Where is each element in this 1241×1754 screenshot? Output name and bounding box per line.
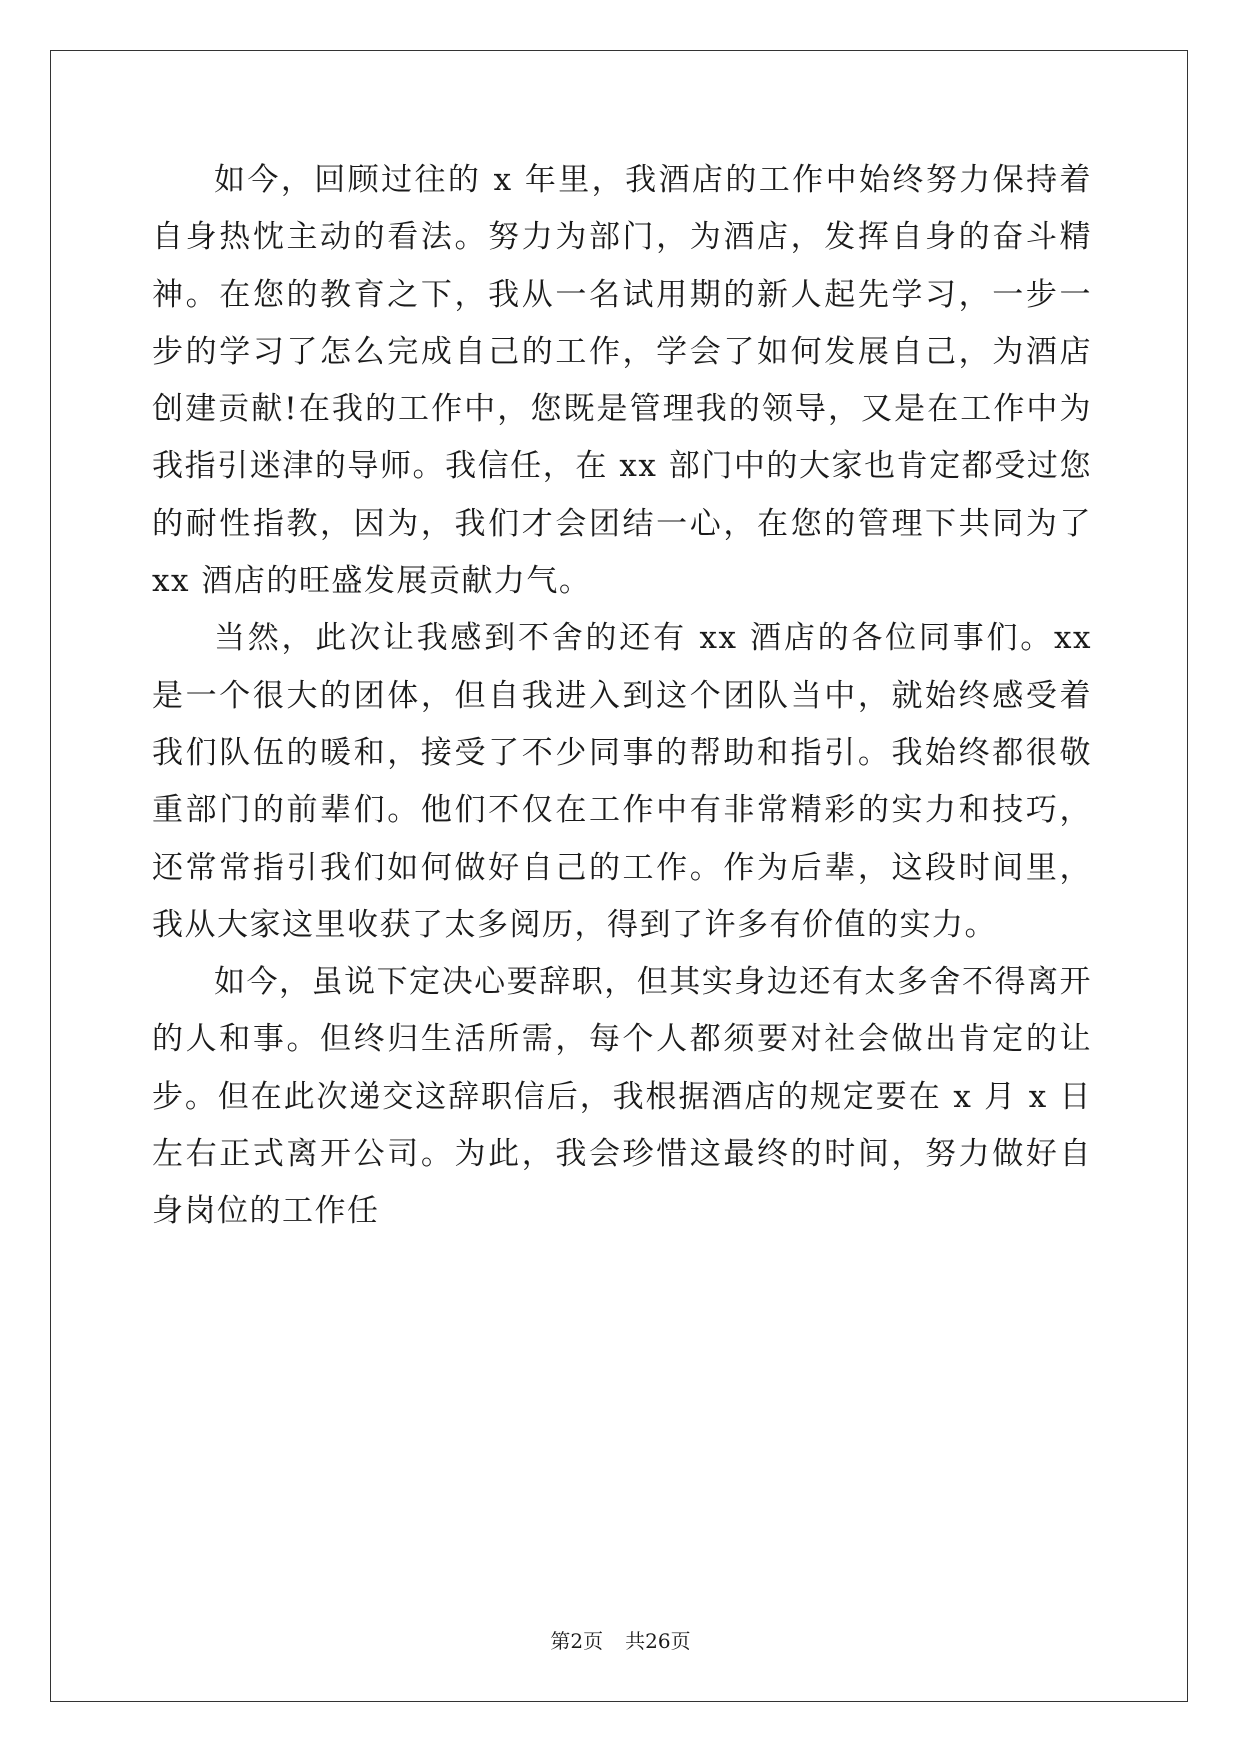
page-total: 共26页 (625, 1629, 691, 1653)
paragraph: 当然，此次让我感到不舍的还有 xx 酒店的各位同事们。xx 是一个很大的团体，但自我进入到这个团队当中，就始终感受着我们队伍的暖和，接受了不少同事的帮助和指引。我始终都很敬重部门的前辈们。他们不仅在工作中有非常精彩的实力和技巧，还常常指引我们如何做好自己的工作。作为后辈，这段时间里，我从大家这里收获了太多阅历，得到了许多有价值的实力。 (152, 620, 1092, 943)
page-number: 第2页 (550, 1629, 604, 1653)
paragraph: 如今，虽说下定决心要辞职，但其实身边还有太多舍不得离开的人和事。但终归生活所需，每个人都须要对社会做出肯定的让步。但在此次递交这辞职信后，我根据酒店的规定要在 x 月 x 日左右正式离开公司。为此，我会珍惜这最终的时间，努力做好自身岗位的工作任 (152, 964, 1092, 1230)
page-footer (0, 1625, 1241, 1654)
document-body (152, 152, 1092, 1241)
paragraph: 如今，回顾过往的 x 年里，我酒店的工作中始终努力保持着自身热忱主动的看法。努力为部门，为酒店，发挥自身的奋斗精神。在您的教育之下，我从一名试用期的新人起先学习，一步一步的学习了怎么完成自己的工作，学会了如何发展自己，为酒店创建贡献!在我的工作中，您既是管理我的领导，又是在工作中为我指引迷津的导师。我信任，在 xx 部门中的大家也肯定都受过您的耐性指教，因为，我们才会团结一心，在您的管理下共同为了 xx 酒店的旺盛发展贡献力气。 (152, 162, 1092, 600)
